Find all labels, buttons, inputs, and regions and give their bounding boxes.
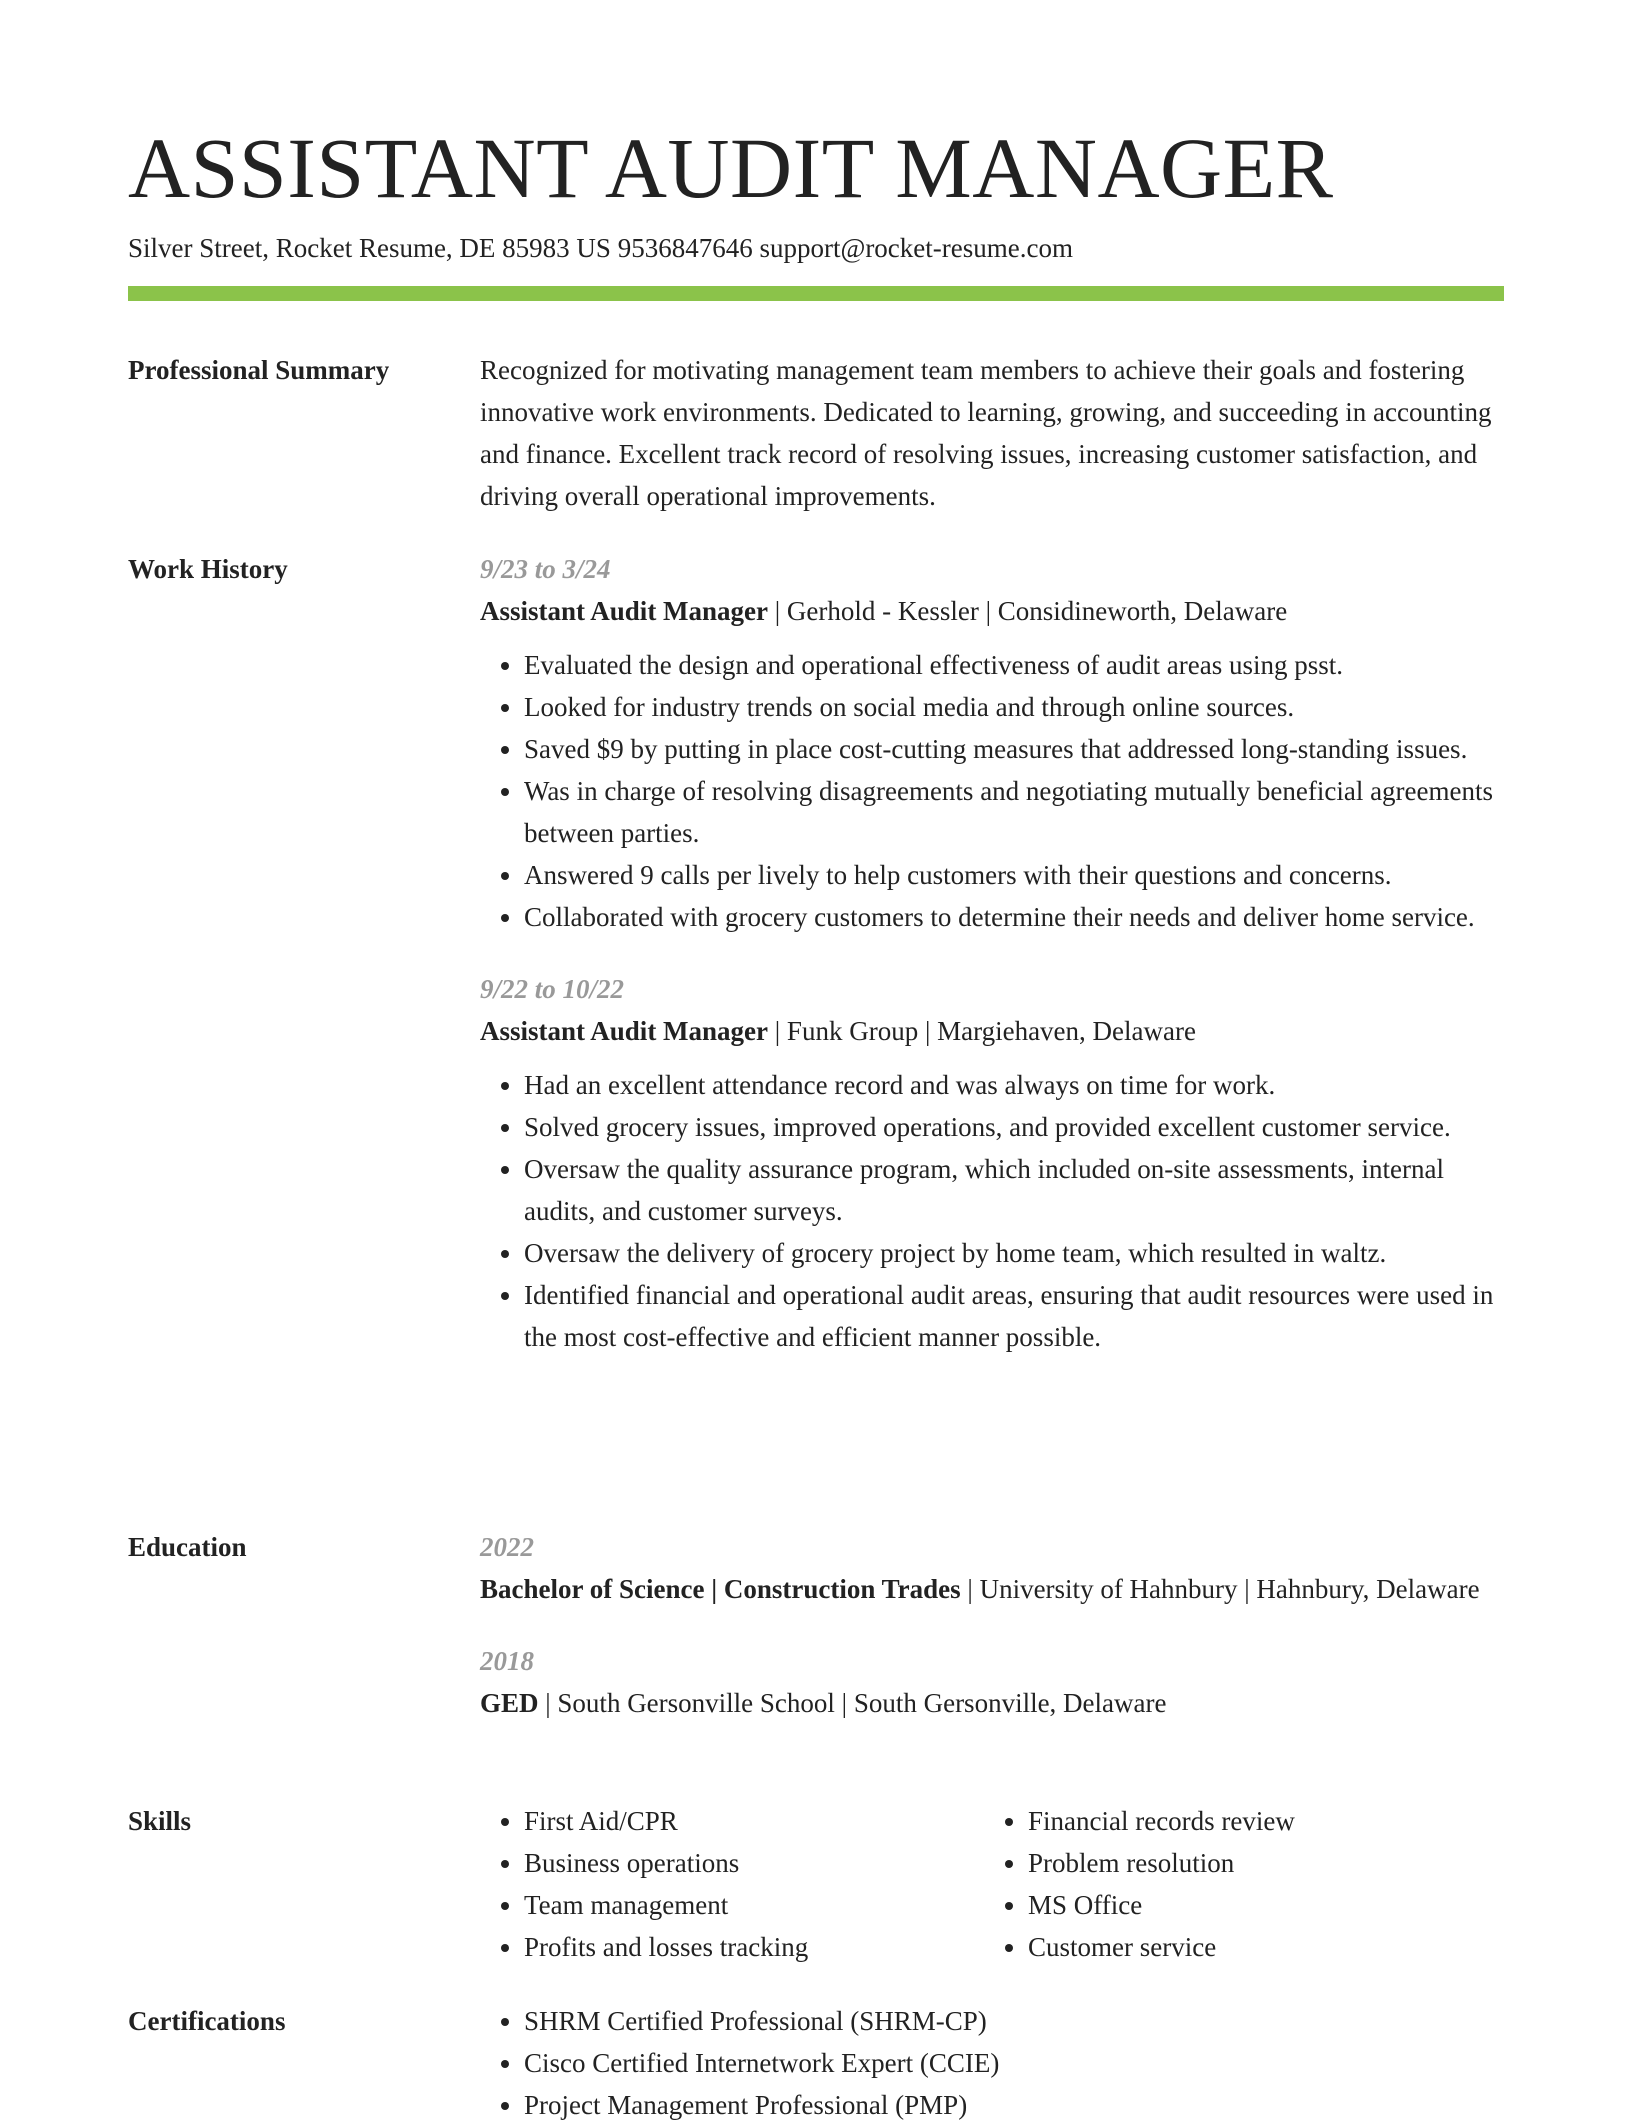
list-item: • Cisco Certified Internetwork Expert (CCIE) bbox=[524, 2042, 1504, 2084]
education-label: Education bbox=[128, 1532, 247, 1562]
job-dates: 9/22 to 10/22 bbox=[480, 974, 625, 1004]
entry-spacer bbox=[480, 1610, 1504, 1640]
skills-label: Skills bbox=[128, 1806, 192, 1836]
education-degree: Bachelor of Science | Construction Trades bbox=[480, 1574, 961, 1604]
education-details: | University of Hahnbury | Hahnbury, Delaware bbox=[960, 1574, 1480, 1604]
list-item: • Problem resolution bbox=[1028, 1842, 1488, 1884]
job-bullets bbox=[480, 644, 1504, 938]
job-title: Assistant Audit Manager bbox=[480, 1016, 769, 1046]
summary-body bbox=[480, 349, 1504, 517]
job-entry bbox=[480, 548, 1504, 938]
entry-spacer bbox=[480, 938, 1504, 968]
certifications-body bbox=[480, 2000, 1504, 2126]
education-degree-line bbox=[480, 1682, 1504, 1724]
job-role bbox=[480, 590, 1504, 632]
list-item: • Evaluated the design and operational effectiveness of audit areas using psst. bbox=[524, 644, 1504, 686]
resume-name: ASSISTANT AUDIT MANAGER bbox=[128, 120, 1334, 216]
list-item: • Financial records review bbox=[1028, 1800, 1488, 1842]
summary-label: Professional Summary bbox=[128, 355, 390, 385]
education-degree: GED bbox=[480, 1688, 539, 1718]
list-item: • Oversaw the quality assurance program, which included on-site assessments, internal audits, and customer surveys. bbox=[524, 1148, 1504, 1232]
skills-list-right bbox=[984, 1800, 1488, 1968]
summary-text: Recognized for motivating management team members to achieve their goals and fostering innovative work environments. Dedicated to learning, growing, and succeeding in accounting and finance. Excellent track record of resolving issues, increasing customer satisfaction, and driving overall operational improvements. bbox=[480, 355, 1492, 511]
contact-address: Silver Street, Rocket Resume, DE 85983 US bbox=[128, 233, 618, 263]
list-item: • Oversaw the delivery of grocery project by home team, which resulted in waltz. bbox=[524, 1232, 1504, 1274]
job-dates: 9/23 to 3/24 bbox=[480, 554, 611, 584]
education-body bbox=[480, 1526, 1504, 1724]
education-entry bbox=[480, 1640, 1504, 1724]
contact-email[interactable]: support@rocket-resume.com bbox=[759, 233, 1073, 263]
list-item: • Customer service bbox=[1028, 1926, 1488, 1968]
list-item: • Had an excellent attendance record and was always on time for work. bbox=[524, 1064, 1504, 1106]
education-year: 2022 bbox=[480, 1532, 534, 1562]
job-details: | Funk Group | Margiehaven, Delaware bbox=[768, 1016, 1196, 1046]
education-entry bbox=[480, 1526, 1504, 1610]
job-details: | Gerhold - Kessler | Considineworth, Delaware bbox=[768, 596, 1288, 626]
education-year: 2018 bbox=[480, 1646, 534, 1676]
list-item: • Profits and losses tracking bbox=[524, 1926, 984, 1968]
work-label: Work History bbox=[128, 554, 288, 584]
list-item: • Collaborated with grocery customers to determine their needs and deliver home service. bbox=[524, 896, 1504, 938]
list-item: • Project Management Professional (PMP) bbox=[524, 2084, 1504, 2126]
list-item: • Solved grocery issues, improved operations, and provided excellent customer service. bbox=[524, 1106, 1504, 1148]
list-item: • Identified financial and operational audit areas, ensuring that audit resources were used in the most cost-effective and efficient manner possible. bbox=[524, 1274, 1504, 1358]
work-body bbox=[480, 548, 1504, 1358]
list-item: • Team management bbox=[524, 1884, 984, 1926]
skills-columns bbox=[480, 1800, 1504, 1968]
list-item: • Was in charge of resolving disagreements and negotiating mutually beneficial agreements between parties. bbox=[524, 770, 1504, 854]
list-item: • Saved $9 by putting in place cost-cutting measures that addressed long-standing issues. bbox=[524, 728, 1504, 770]
job-entry bbox=[480, 968, 1504, 1358]
list-item: • Answered 9 calls per lively to help customers with their questions and concerns. bbox=[524, 854, 1504, 896]
list-item: • SHRM Certified Professional (SHRM-CP) bbox=[524, 2000, 1504, 2042]
education-degree-line bbox=[480, 1568, 1504, 1610]
list-item: • MS Office bbox=[1028, 1884, 1488, 1926]
certifications-label: Certifications bbox=[128, 2006, 286, 2036]
header-divider bbox=[128, 286, 1504, 301]
certifications-list bbox=[480, 2000, 1504, 2126]
job-role bbox=[480, 1010, 1504, 1052]
list-item: • First Aid/CPR bbox=[524, 1800, 984, 1842]
skills-list-left bbox=[480, 1800, 984, 1968]
skills-body bbox=[480, 1800, 1504, 1968]
job-bullets bbox=[480, 1064, 1504, 1358]
education-details: | South Gersonville School | South Gersonville, Delaware bbox=[538, 1688, 1167, 1718]
job-title: Assistant Audit Manager bbox=[480, 596, 769, 626]
contact-line bbox=[128, 230, 1073, 266]
contact-phone: 9536847646 bbox=[617, 233, 760, 263]
list-item: • Business operations bbox=[524, 1842, 984, 1884]
list-item: • Looked for industry trends on social media and through online sources. bbox=[524, 686, 1504, 728]
